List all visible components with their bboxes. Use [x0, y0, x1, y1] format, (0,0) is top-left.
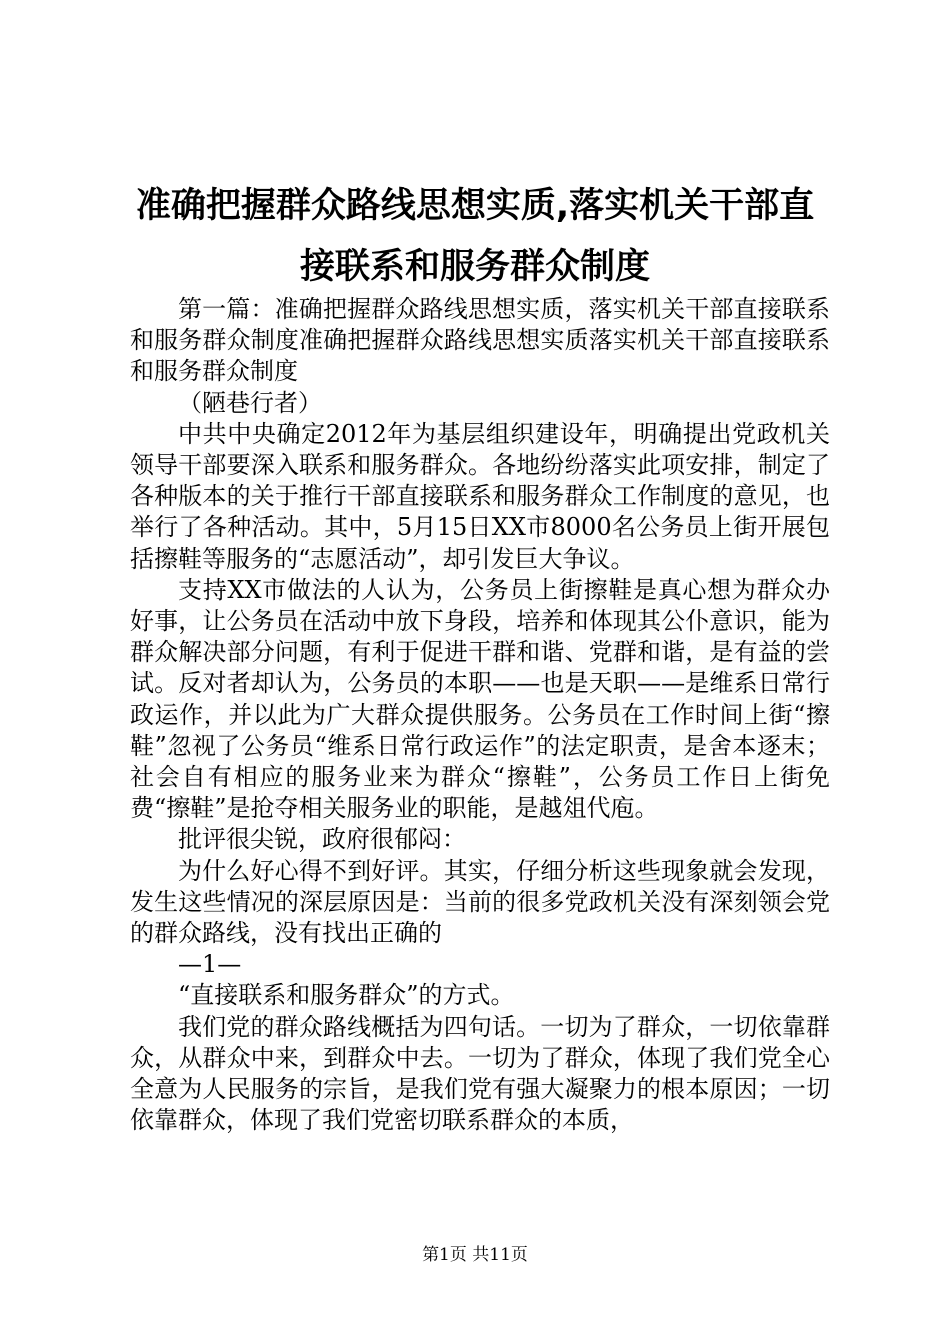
paragraph-mass-line: 我们党的群众路线概括为四句话。一切为了群众，一切依靠群众，从群众中来，到群众中去。一切为了群众，体现了我们党全心全意为人民服务的宗旨，是我们党有强大凝聚力的根本原因；一切依靠群众，体现了我们党密切联系群众的本质， [130, 1012, 830, 1135]
paragraph-criticism: 批评很尖锐，政府很郁闷： [178, 825, 466, 854]
author-line: （陋巷行者） [178, 388, 322, 417]
paragraph-debate: 支持XX市做法的人认为，公务员上街擦鞋是真心想为群众办好事，让公务员在活动中放下身段，培养和体现其公仆意识，能为群众解决部分问题，有利于促进干群和谐、党群和谐，是有益的尝试。反对者却认为，公务员的本职——也是天职——是维系日常行政运作，并以此为广大群众提供服务。公务员在工作时间上街“擦鞋”忽视了公务员“维系日常行政运作”的法定职责，是舍本逐末；社会自有相应的服务业来为群众“擦鞋”，公务员工作日上街免费“擦鞋”是抢夺相关服务业的职能，是越俎代庖。 [130, 575, 830, 823]
document-title: 准确把握群众路线思想实质,落实机关干部直接联系和服务群众制度 [135, 186, 815, 287]
paragraph-background: 中共中央确定2012年为基层组织建设年，明确提出党政机关领导干部要深入联系和服务群众。各地纷纷落实此项安排，制定了各种版本的关于推行干部直接联系和服务群众工作制度的意见，也举行了各种活动。其中，5月15日XX市8000名公务员上街开展包括擦鞋等服务的“志愿活动”，却引发巨大争议。 [130, 419, 830, 573]
inline-page-marker: —1— [178, 950, 242, 979]
document-body [130, 294, 830, 1136]
paragraph-intro: 第一篇：准确把握群众路线思想实质，落实机关干部直接联系和服务群众制度准确把握群众路线思想实质落实机关干部直接联系和服务群众制度 [130, 295, 830, 386]
paragraph-method: “直接联系和服务群众”的方式。 [178, 981, 515, 1010]
page-footer: 第1页 共11页 [422, 1245, 528, 1265]
paragraph-analysis: 为什么好心得不到好评。其实，仔细分析这些现象就会发现，发生这些情况的深层原因是：当前的很多党政机关没有深刻领会党的群众路线，没有找出正确的 [130, 856, 830, 948]
